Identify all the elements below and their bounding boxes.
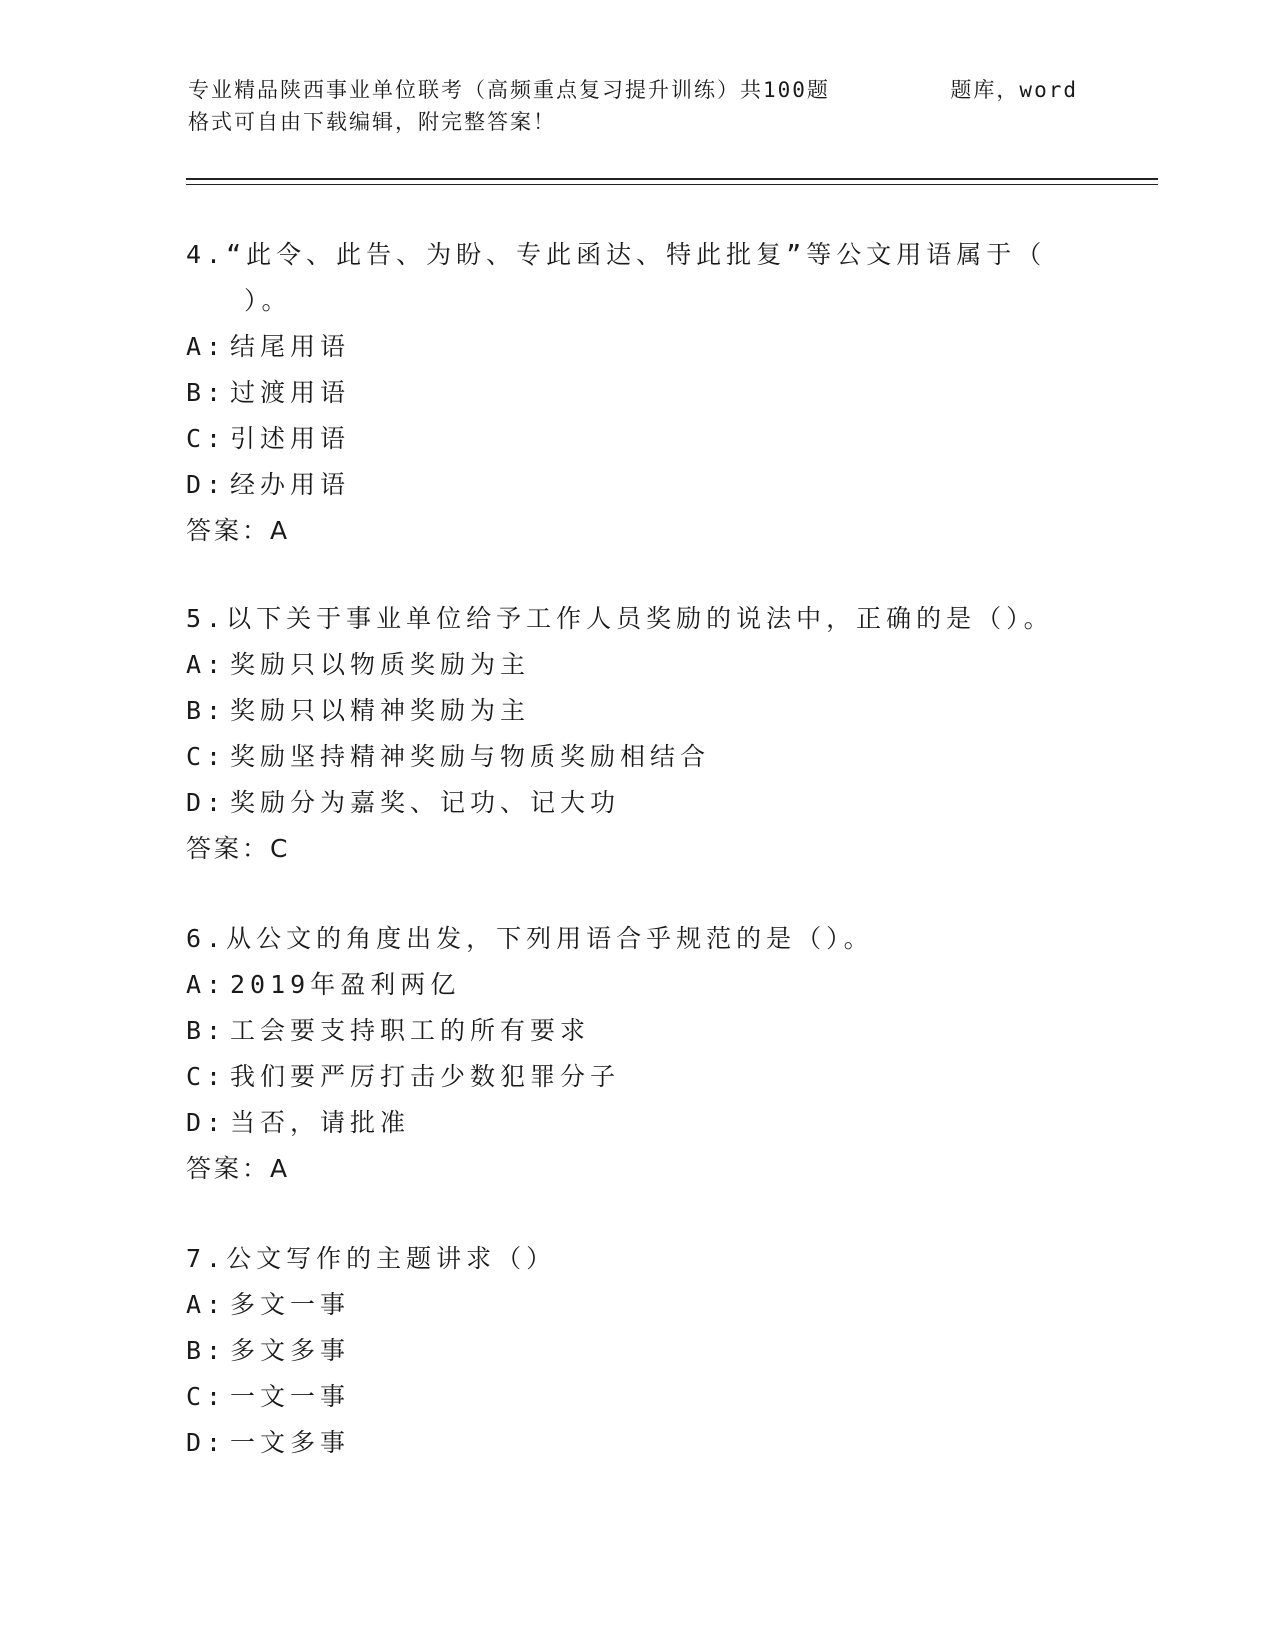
option-text: 当否，请批准 xyxy=(230,1108,411,1137)
option-text: 过渡用语 xyxy=(230,378,351,407)
option-a xyxy=(186,642,1086,688)
option-key: B: xyxy=(186,1016,227,1045)
header-divider-thin xyxy=(186,184,1158,185)
option-text: 奖励分为嘉奖、记功、记大功 xyxy=(230,788,621,817)
option-a xyxy=(186,1282,1086,1328)
question-5 xyxy=(186,596,1086,872)
option-key: B: xyxy=(186,378,227,407)
option-d xyxy=(186,1420,1086,1466)
answer-line: 答案：A xyxy=(186,1154,291,1183)
question-7 xyxy=(186,1236,1086,1466)
option-b xyxy=(186,1008,1086,1054)
option-key: B: xyxy=(186,1336,227,1365)
question-stem xyxy=(186,232,1086,324)
option-key: C: xyxy=(186,742,227,771)
option-text: 我们要严厉打击少数犯罪分子 xyxy=(230,1062,621,1091)
option-a xyxy=(186,962,1086,1008)
option-key: A: xyxy=(186,1290,227,1319)
option-d xyxy=(186,780,1086,826)
answer-line: 答案：C xyxy=(186,834,291,863)
question-number: 7. xyxy=(186,1244,227,1273)
option-text: 2019年盈利两亿 xyxy=(230,970,461,999)
header-divider-thick xyxy=(186,178,1158,180)
question-stem xyxy=(186,916,1086,962)
option-key: A: xyxy=(186,650,227,679)
option-d xyxy=(186,462,1086,508)
question-text: 从公文的角度出发，下列用语合乎规范的是（）。 xyxy=(226,924,874,953)
question-text: 以下关于事业单位给予工作人员奖励的说法中，正确的是（）。 xyxy=(226,604,1054,633)
header-title: 专业精品陕西事业单位联考（高频重点复习提升训练）共100题 xyxy=(188,78,830,102)
option-c xyxy=(186,1374,1086,1420)
option-key: D: xyxy=(186,1428,227,1457)
option-c xyxy=(186,416,1086,462)
option-text: 经办用语 xyxy=(230,470,351,499)
answer-line: 答案：A xyxy=(186,516,291,545)
option-c xyxy=(186,1054,1086,1100)
option-text: 多文一事 xyxy=(230,1290,351,1319)
header-line-1 xyxy=(188,74,1078,106)
option-key: C: xyxy=(186,424,227,453)
option-text: 引述用语 xyxy=(230,424,351,453)
header-title-tail: 题库，word xyxy=(950,78,1078,102)
option-key: B: xyxy=(186,696,227,725)
option-text: 奖励坚持精神奖励与物质奖励相结合 xyxy=(230,742,711,771)
option-key: D: xyxy=(186,1108,227,1137)
option-key: D: xyxy=(186,788,227,817)
question-number: 4. xyxy=(186,240,227,269)
option-text: 结尾用语 xyxy=(230,332,351,361)
question-number: 6. xyxy=(186,924,227,953)
question-4 xyxy=(186,232,1086,554)
option-key: C: xyxy=(186,1382,227,1411)
option-text: 工会要支持职工的所有要求 xyxy=(230,1016,591,1045)
document-header xyxy=(188,74,1088,138)
question-number: 5. xyxy=(186,604,227,633)
question-text-continuation: ）。 xyxy=(244,286,292,315)
option-key: C: xyxy=(186,1062,227,1091)
option-text: 奖励只以物质奖励为主 xyxy=(230,650,531,679)
question-stem xyxy=(186,596,1086,642)
question-text: “此令、此告、为盼、专此函达、特此批复”等公文用语属于（ xyxy=(226,240,1047,269)
question-stem xyxy=(186,1236,1086,1282)
header-line-2: 格式可自由下载编辑，附完整答案！ xyxy=(188,110,556,134)
option-b xyxy=(186,370,1086,416)
option-key: A: xyxy=(186,970,227,999)
question-text: 公文写作的主题讲求（） xyxy=(226,1244,557,1273)
option-b xyxy=(186,688,1086,734)
option-a xyxy=(186,324,1086,370)
option-text: 一文一事 xyxy=(230,1382,351,1411)
question-6 xyxy=(186,916,1086,1192)
option-d xyxy=(186,1100,1086,1146)
option-text: 奖励只以精神奖励为主 xyxy=(230,696,531,725)
option-key: A: xyxy=(186,332,227,361)
option-text: 多文多事 xyxy=(230,1336,351,1365)
option-c xyxy=(186,734,1086,780)
option-text: 一文多事 xyxy=(230,1428,351,1457)
option-key: D: xyxy=(186,470,227,499)
option-b xyxy=(186,1328,1086,1374)
